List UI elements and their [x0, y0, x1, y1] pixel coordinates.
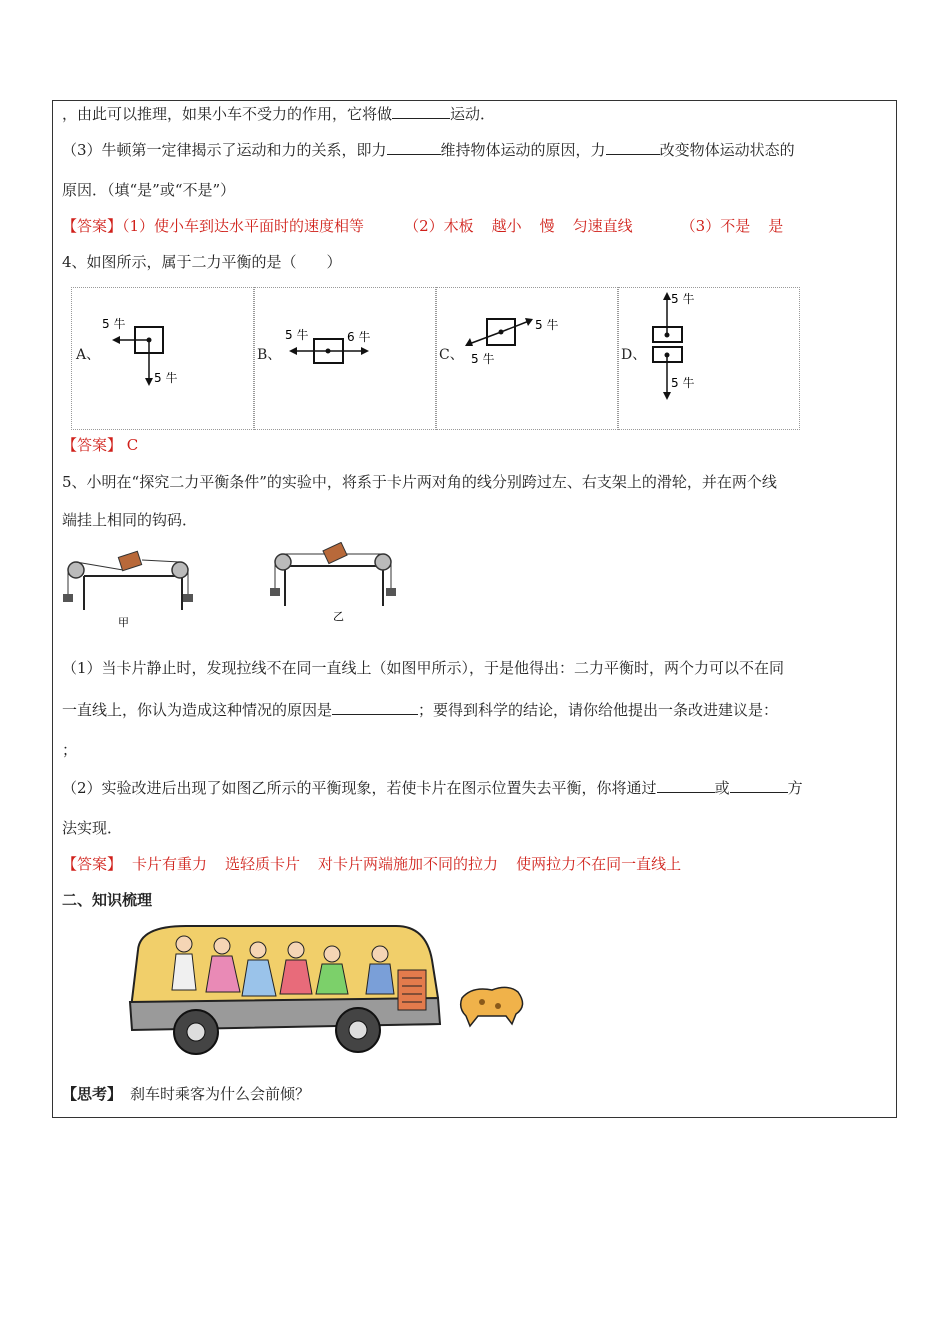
- driver-head: [372, 946, 388, 962]
- passenger-head: [324, 946, 340, 962]
- answer-item: 慢: [539, 217, 555, 235]
- q3-part3-mid: 维持物体运动的原因，力: [440, 141, 606, 159]
- q3-part3-line-2: 原因．（填“是”或“不是”）: [62, 181, 236, 199]
- arrow-head: [145, 378, 153, 386]
- q5-part2-post: 方: [787, 779, 803, 797]
- think-tag: 【思考】: [62, 1085, 123, 1103]
- answer-tag: 【答案】: [62, 855, 123, 873]
- arrow-head: [289, 347, 297, 355]
- bus-grille: [398, 970, 426, 1010]
- option-b-box[interactable]: [254, 287, 436, 430]
- arrow-head: [112, 336, 120, 344]
- q5-line-2: 端挂上相同的钩码．: [62, 511, 198, 529]
- option-c-diagram: [437, 288, 619, 431]
- figure-jia: [58, 548, 208, 630]
- answer-item: （1）使小车到达水平面时的速度相等: [122, 217, 365, 235]
- pulley-left: [68, 562, 84, 578]
- section-title: 二、知识梳理: [62, 891, 153, 909]
- q5-part1-post: ；要得到科学的结论，请你给他提出一条改进建议是：: [418, 701, 779, 719]
- pulley-right: [375, 554, 391, 570]
- blank-method-1[interactable]: [657, 778, 715, 793]
- answer-item: 使两拉力不在同一直线上: [516, 855, 682, 873]
- passenger-head: [214, 938, 230, 954]
- q5-line-1: 5、小明在“探究二力平衡条件”的实验中，将系于卡片两对角的线分别跨过左、右支架上的滑轮，并在两个线: [62, 473, 777, 491]
- think-line: [62, 1084, 310, 1104]
- q5-answer: [62, 854, 681, 874]
- force-label: 5 牛: [471, 352, 495, 366]
- q5-part2-text: （2）实验改进后出现了如图乙所示的平衡现象，若使卡片在图示位置失去平衡，你将通过: [62, 779, 657, 797]
- q5-part2-mid: 或: [714, 779, 730, 797]
- pulley-right: [172, 562, 188, 578]
- q3-line-1: [62, 104, 495, 124]
- q3-part3-line-1: [62, 140, 795, 160]
- answer-item: 越小: [491, 217, 522, 235]
- weight-right: [386, 588, 396, 596]
- passenger-head: [176, 936, 192, 952]
- q3-part3-text: （3）牛顿第一定律揭示了运动和力的关系，即力: [62, 141, 387, 159]
- arrow-head: [663, 292, 671, 300]
- q5-part1-line-2: [62, 700, 778, 720]
- answer-value: C: [126, 436, 139, 454]
- figure-label: 乙: [333, 610, 344, 623]
- blank-reason[interactable]: [332, 700, 418, 715]
- q3-text-end: 运动．: [450, 105, 496, 123]
- option-d-box[interactable]: [618, 287, 800, 430]
- answer-item: （2）木板: [404, 217, 474, 235]
- q5-part1-text: 一直线上，你认为造成这种情况的原因是: [62, 701, 333, 719]
- answer-tag: 【答案】: [62, 436, 123, 454]
- option-label: B、: [257, 347, 282, 363]
- answer-item: 对卡片两端施加不同的拉力: [318, 855, 499, 873]
- blank-change[interactable]: [606, 140, 660, 155]
- bus-illustration: [126, 920, 536, 1060]
- q5-part1-line-3: ；: [62, 741, 78, 759]
- q4-answer: [62, 435, 138, 455]
- option-label: A、: [76, 347, 101, 363]
- answer-item: 是: [768, 217, 784, 235]
- blank-maintain[interactable]: [387, 140, 441, 155]
- answer-item: （3）不是: [680, 217, 751, 235]
- force-arrow: [469, 332, 501, 344]
- figure-label: 甲: [118, 616, 129, 629]
- card: [118, 551, 141, 570]
- blank-motion[interactable]: [392, 104, 450, 119]
- arrow-head: [663, 392, 671, 400]
- force-label: 6 牛: [347, 330, 371, 344]
- dog: [461, 987, 523, 1026]
- option-label: C、: [439, 347, 464, 363]
- force-label: 5 牛: [535, 318, 559, 332]
- option-label: D、: [621, 347, 647, 363]
- force-label: 5 牛: [102, 317, 126, 331]
- q4-text: 4、如图所示，属于二力平衡的是（ ）: [62, 253, 342, 271]
- force-label: 5 牛: [154, 371, 178, 385]
- force-label: 5 牛: [285, 328, 309, 342]
- answer-item: 选轻质卡片: [225, 855, 301, 873]
- q5-part1-line-1: （1）当卡片静止时，发现拉线不在同一直线上（如图甲所示），于是他得出：二力平衡时，两个力可以不在同: [62, 659, 785, 677]
- option-a-box[interactable]: [71, 287, 254, 430]
- answer-item: 匀速直线: [572, 217, 633, 235]
- figure-yi: [265, 542, 415, 624]
- force-label: 5 牛: [671, 292, 695, 306]
- pulley-left: [275, 554, 291, 570]
- blank-method-2[interactable]: [730, 778, 788, 793]
- arrow-head: [361, 347, 369, 355]
- q5-part2-line-1: [62, 778, 803, 798]
- weight-left: [270, 588, 280, 596]
- q3-answer: [62, 216, 783, 236]
- answer-item: 卡片有重力: [132, 855, 208, 873]
- option-c-box[interactable]: [436, 287, 618, 430]
- card: [323, 542, 347, 563]
- weight-right: [183, 594, 193, 602]
- passenger-head: [250, 942, 266, 958]
- option-d-diagram: [619, 288, 801, 431]
- passenger-head: [288, 942, 304, 958]
- weight-left: [63, 594, 73, 602]
- answer-tag: 【答案】: [62, 217, 123, 235]
- option-b-diagram: [255, 288, 437, 431]
- arrow-head: [465, 338, 473, 346]
- q3-part3-post: 改变物体运动状态的: [659, 141, 795, 159]
- q3-text: ，由此可以推理，如果小车不受力的作用，它将做: [62, 105, 393, 123]
- force-label: 5 牛: [671, 376, 695, 390]
- q5-part2-line-2: 法实现．: [62, 819, 123, 837]
- think-text: 刹车时乘客为什么会前倾？: [130, 1085, 311, 1103]
